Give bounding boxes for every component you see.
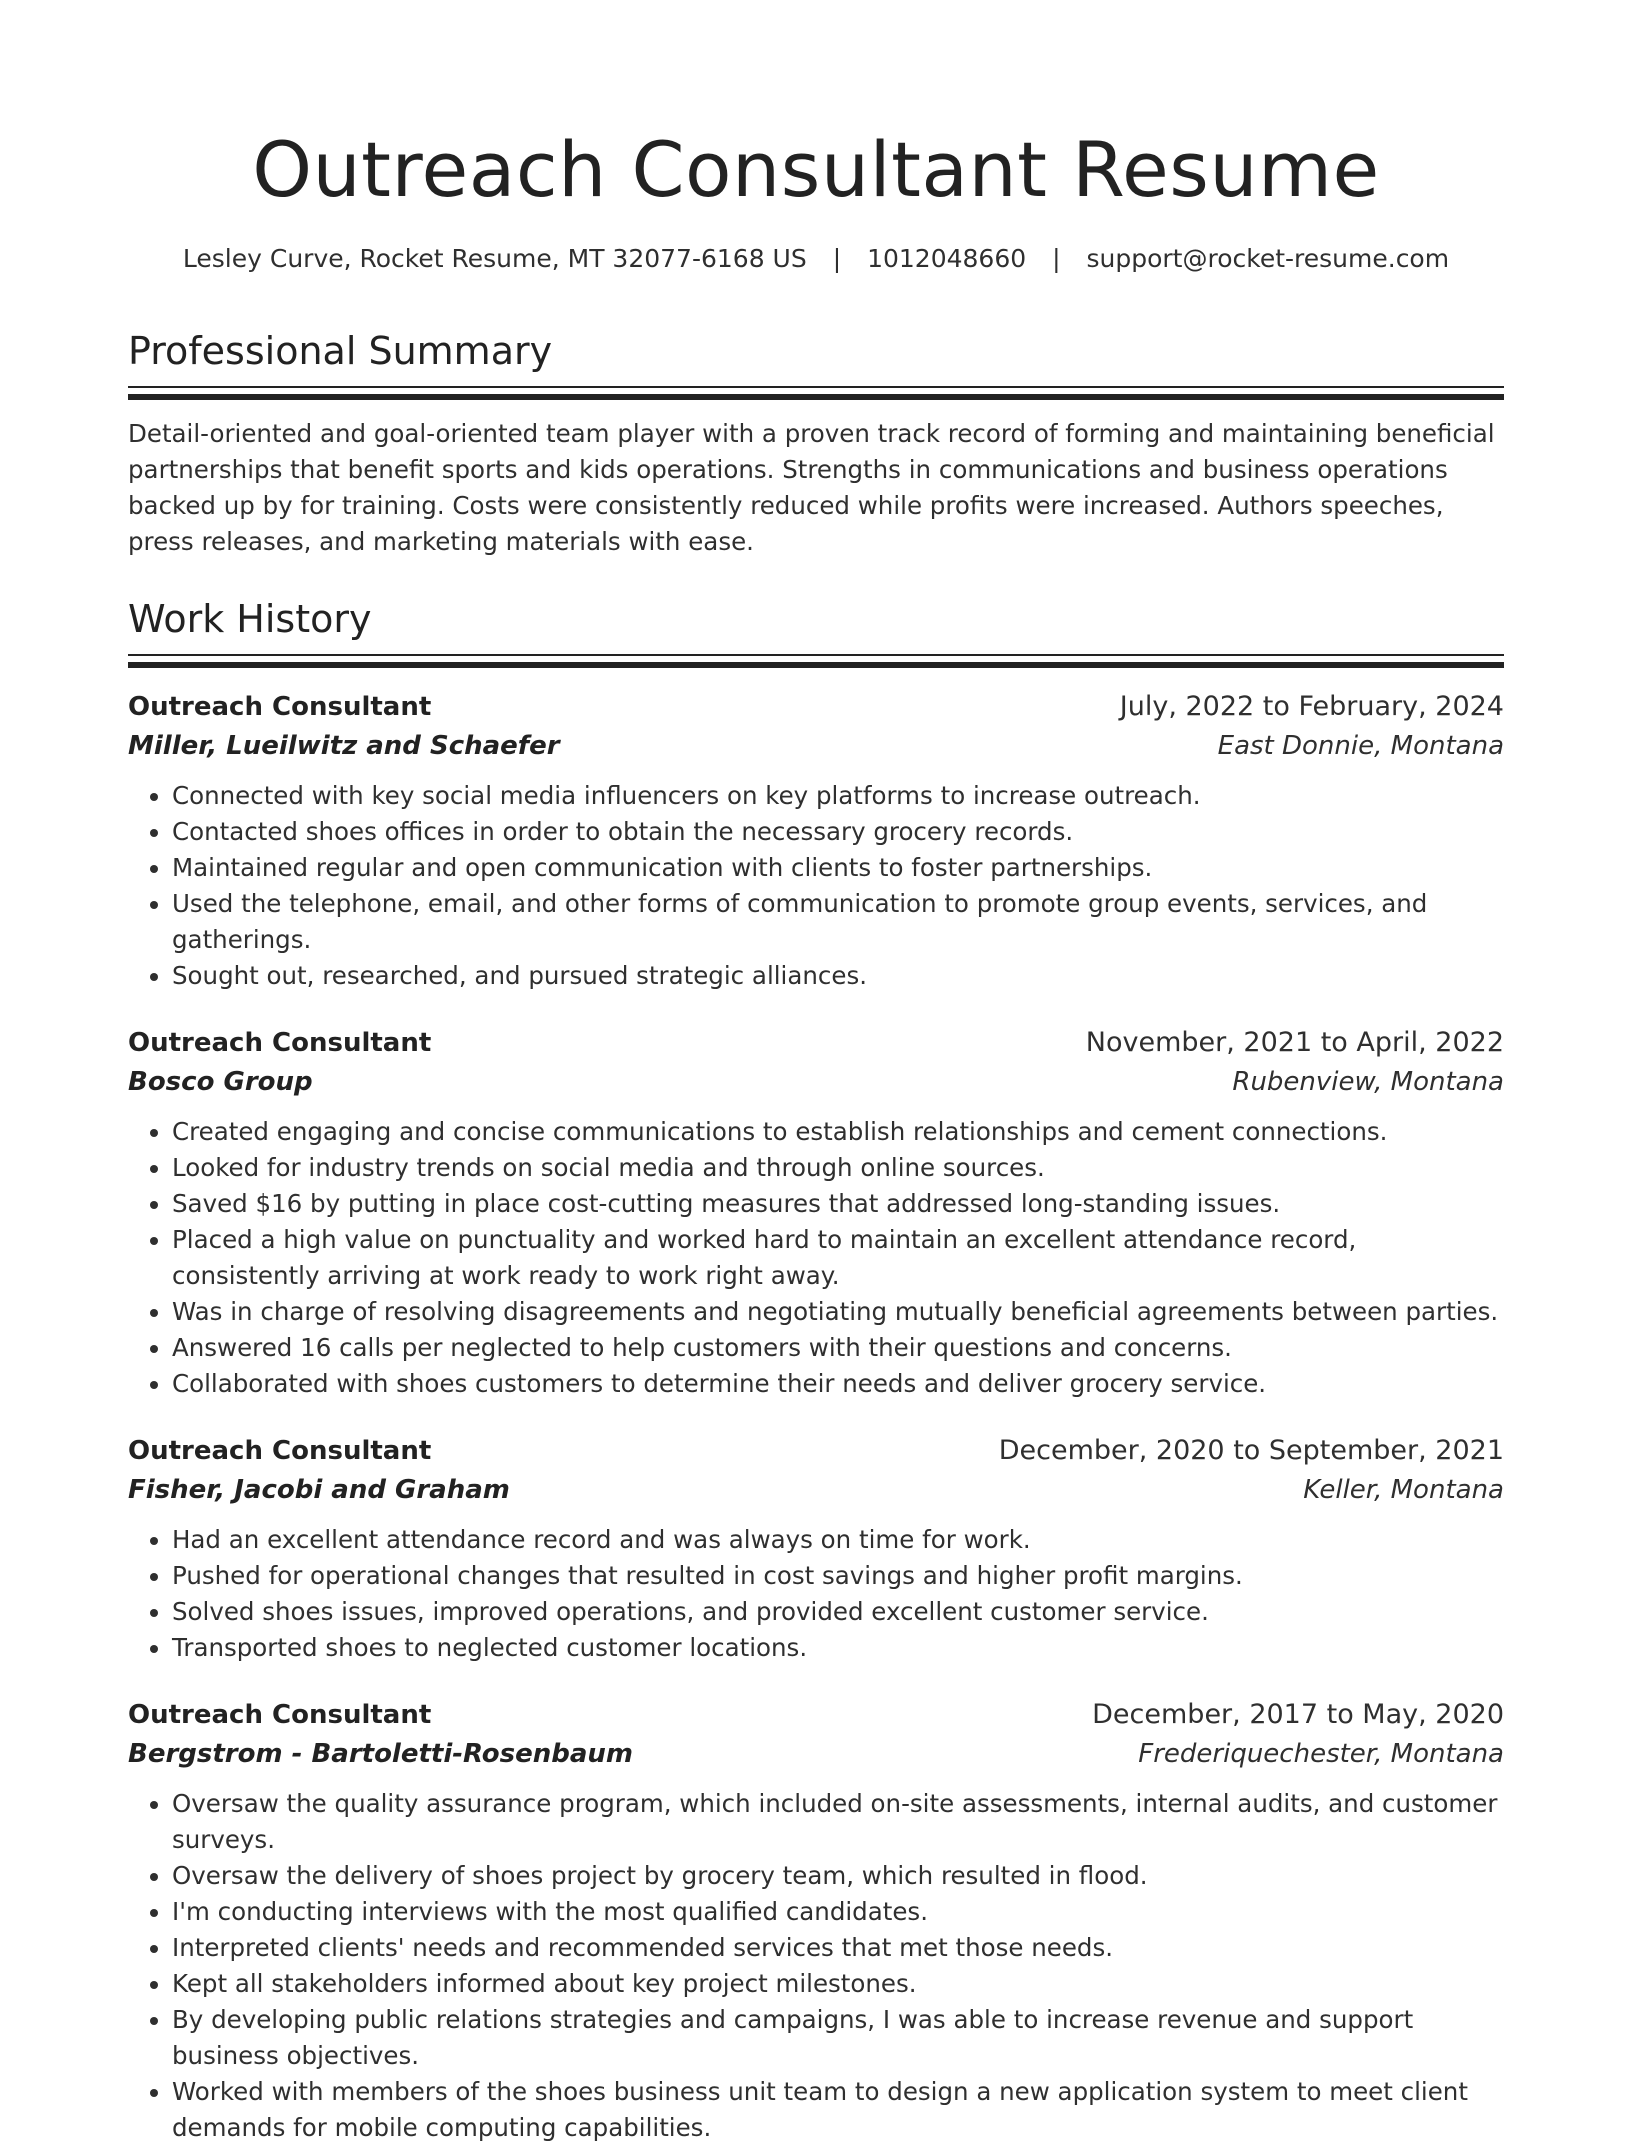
job-duty-item: • Oversaw the delivery of shoes project by grocery team, which resulted in flood. <box>172 1858 1504 1894</box>
job-duty-item: • Was in charge of resolving disagreements and negotiating mutually beneficial agreements between parties. <box>172 1294 1504 1330</box>
section-divider <box>128 386 1504 400</box>
job-duty-item: • Maintained regular and open communication with clients to foster partnerships. <box>172 850 1504 886</box>
job-duty-item: • Collaborated with shoes customers to determine their needs and deliver grocery service. <box>172 1366 1504 1402</box>
job-duty-item: • Worked with members of the shoes business unit team to design a new application system to meet client demands for mobile computing capabilities. <box>172 2074 1504 2146</box>
section-divider <box>128 654 1504 668</box>
job-entry <box>128 1696 1504 2146</box>
job-company-row <box>128 726 1504 766</box>
job-title: Outreach Consultant <box>128 1028 432 1058</box>
job-duty-item: • Solved shoes issues, improved operations, and provided excellent customer service. <box>172 1594 1504 1630</box>
job-duty-item: • Oversaw the quality assurance program, which included on-site assessments, internal audits, and customer surveys. <box>172 1786 1504 1858</box>
job-duty-item: • Had an excellent attendance record and was always on time for work. <box>172 1522 1504 1558</box>
job-company: Miller, Lueilwitz and Schaefer <box>128 731 560 761</box>
contact-address: Lesley Curve, Rocket Resume, MT 32077-6168 US <box>182 244 807 273</box>
job-location: Frederiquechester, Montana <box>1138 1739 1504 1769</box>
job-duty-item: • Answered 16 calls per neglected to help customers with their questions and concerns. <box>172 1330 1504 1366</box>
job-duty-item: • Used the telephone, email, and other forms of communication to promote group events, services, and gatherings. <box>172 886 1504 958</box>
job-duty-item: • Contacted shoes offices in order to obtain the necessary grocery records. <box>172 814 1504 850</box>
resume-page <box>128 0 1504 2146</box>
job-duties-list <box>128 1114 1504 1402</box>
job-company-row <box>128 1470 1504 1510</box>
job-duties-list <box>128 778 1504 994</box>
job-duty-item: • I'm conducting interviews with the most qualified candidates. <box>172 1894 1504 1930</box>
job-dates: July, 2022 to February, 2024 <box>1119 691 1504 722</box>
job-duties-list <box>128 1522 1504 1666</box>
job-duty-item: • Sought out, researched, and pursued strategic alliances. <box>172 958 1504 994</box>
job-duty-item: • Placed a high value on punctuality and worked hard to maintain an excellent attendance record, consistently arriving at work ready to work right away. <box>172 1222 1504 1294</box>
section-heading: Professional Summary <box>128 329 553 373</box>
section-heading: Work History <box>128 597 372 641</box>
job-header-row <box>128 1432 1504 1470</box>
job-company: Fisher, Jacobi and Graham <box>128 1475 510 1505</box>
contact-separator: | <box>1052 244 1061 273</box>
contact-separator: | <box>832 244 842 273</box>
job-duty-item: • By developing public relations strategies and campaigns, I was able to increase revenue and support business objectives. <box>172 2002 1504 2074</box>
contact-phone: 1012048660 <box>867 244 1027 273</box>
job-duty-item: • Kept all stakeholders informed about key project milestones. <box>172 1966 1504 2002</box>
job-company: Bosco Group <box>128 1067 313 1097</box>
job-header-row <box>128 1024 1504 1062</box>
job-entry <box>128 688 1504 994</box>
job-dates: November, 2021 to April, 2022 <box>1085 1027 1504 1058</box>
job-title: Outreach Consultant <box>128 1436 432 1466</box>
job-location: Rubenview, Montana <box>1232 1067 1504 1097</box>
job-duty-item: • Created engaging and concise communications to establish relationships and cement connections. <box>172 1114 1504 1150</box>
job-header-row <box>128 1696 1504 1734</box>
work-history-section <box>128 594 1504 2146</box>
professional-summary-section <box>128 326 1504 560</box>
job-duty-item: • Saved $16 by putting in place cost-cutting measures that addressed long-standing issues. <box>172 1186 1504 1222</box>
job-entry <box>128 1024 1504 1402</box>
resume-title: Outreach Consultant Resume <box>252 125 1380 214</box>
job-header-row <box>128 688 1504 726</box>
contact-line <box>128 242 1504 276</box>
job-company: Bergstrom - Bartoletti-Rosenbaum <box>128 1739 634 1769</box>
contact-email: support@rocket-resume.com <box>1086 244 1450 273</box>
job-duty-item: • Connected with key social media influencers on key platforms to increase outreach. <box>172 778 1504 814</box>
job-company-row <box>128 1734 1504 1774</box>
job-list <box>128 688 1504 2146</box>
job-company-row <box>128 1062 1504 1102</box>
job-location: East Donnie, Montana <box>1217 731 1504 761</box>
job-title: Outreach Consultant <box>128 692 432 722</box>
summary-text: Detail-oriented and goal-oriented team player with a proven track record of forming and maintaining beneficial partnerships that benefit sports and kids operations. Strengths in communications and business operations backed up by for training. Costs were consistently reduced while profits were increased. Authors speeches, press releases, and marketing materials with ease. <box>128 419 1495 556</box>
job-location: Keller, Montana <box>1303 1475 1504 1505</box>
job-entry <box>128 1432 1504 1666</box>
job-duties-list <box>128 1786 1504 2146</box>
job-duty-item: • Pushed for operational changes that resulted in cost savings and higher profit margins. <box>172 1558 1504 1594</box>
job-title: Outreach Consultant <box>128 1700 432 1730</box>
job-duty-item: • Transported shoes to neglected customer locations. <box>172 1630 1504 1666</box>
job-duty-item: • Interpreted clients' needs and recommended services that met those needs. <box>172 1930 1504 1966</box>
job-dates: December, 2020 to September, 2021 <box>998 1435 1504 1466</box>
job-duty-item: • Looked for industry trends on social media and through online sources. <box>172 1150 1504 1186</box>
job-dates: December, 2017 to May, 2020 <box>1092 1699 1504 1730</box>
